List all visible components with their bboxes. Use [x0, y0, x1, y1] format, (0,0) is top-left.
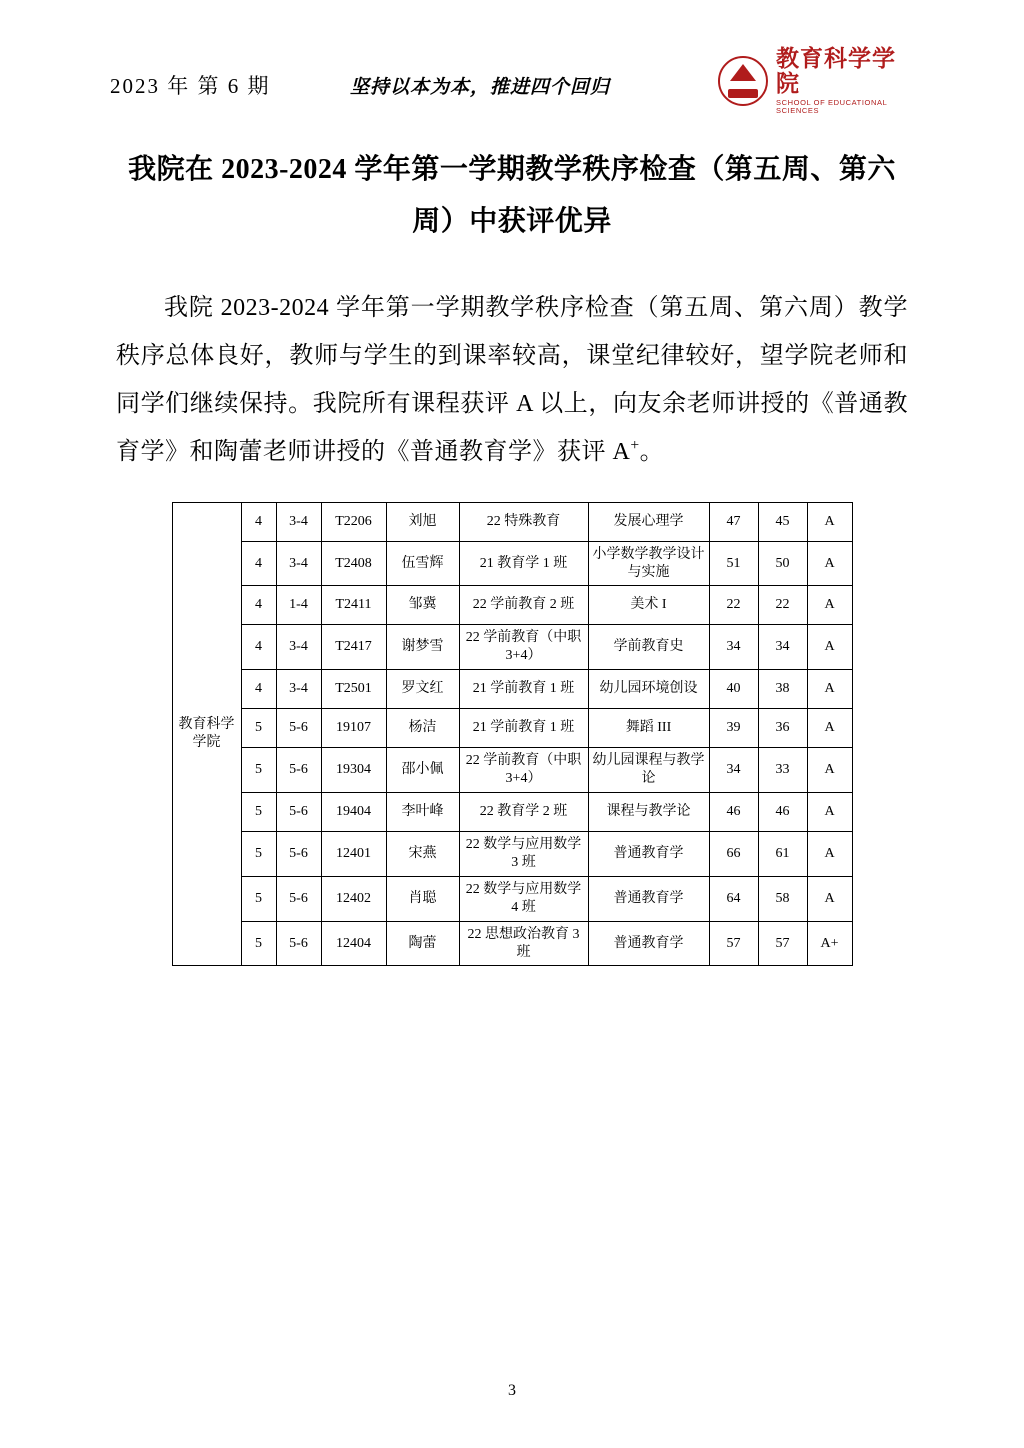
cell-course: 美术 I: [588, 586, 709, 625]
cell-week: 5: [241, 832, 276, 877]
cell-period: 3-4: [276, 670, 321, 709]
cell-week: 5: [241, 921, 276, 966]
cell-period: 5-6: [276, 832, 321, 877]
paragraph-text-main: 我院 2023-2024 学年第一学期教学秩序检查（第五周、第六周）教学秩序总体良好，教师与学生的到课率较高，课堂纪律较好，望学院老师和同学们继续保持。我院所有课程获评 A 以上，向友余老师讲授的《普通教育学》和陶蕾老师讲授的《普通教育学》获评 A: [116, 294, 908, 465]
cell-teacher: 肖聪: [386, 876, 459, 921]
cell-should-attend: 51: [709, 541, 758, 586]
cell-class: 22 数学与应用数学 3 班: [459, 832, 588, 877]
logo-name-en: SCHOOL OF EDUCATIONAL SCIENCES: [776, 97, 888, 115]
cell-week: 4: [241, 625, 276, 670]
cell-course: 学前教育史: [588, 625, 709, 670]
table-row: [172, 586, 852, 625]
cell-should-attend: 34: [709, 748, 758, 793]
cell-should-attend: 57: [709, 921, 758, 966]
table-row: [172, 709, 852, 748]
logo-name-cn: 教育科学学院: [776, 46, 896, 96]
emblem-icon: [718, 56, 768, 106]
cell-grade: A: [807, 832, 852, 877]
cell-code: T2501: [321, 670, 386, 709]
cell-course: 普通教育学: [588, 876, 709, 921]
cell-should-attend: 64: [709, 876, 758, 921]
cell-should-attend: 46: [709, 793, 758, 832]
cell-code: 19107: [321, 709, 386, 748]
cell-grade: A: [807, 625, 852, 670]
table-row: [172, 876, 852, 921]
cell-week: 5: [241, 876, 276, 921]
cell-department: 教育科学学院: [172, 502, 241, 966]
cell-code: 12401: [321, 832, 386, 877]
cell-teacher: 陶蕾: [386, 921, 459, 966]
cell-grade: A: [807, 541, 852, 586]
logo-text-block: [776, 47, 914, 114]
cell-teacher: 邹冀: [386, 586, 459, 625]
cell-teacher: 伍雪辉: [386, 541, 459, 586]
table-body: [172, 502, 852, 966]
cell-grade: A: [807, 793, 852, 832]
cell-teacher: 罗文红: [386, 670, 459, 709]
cell-class: 22 学前教育（中职 3+4）: [459, 625, 588, 670]
cell-should-attend: 22: [709, 586, 758, 625]
cell-class: 22 教育学 2 班: [459, 793, 588, 832]
table-row: [172, 921, 852, 966]
cell-should-attend: 47: [709, 502, 758, 541]
cell-should-attend: 39: [709, 709, 758, 748]
cell-code: 12404: [321, 921, 386, 966]
institution-logo: [718, 46, 914, 115]
cell-class: 22 学前教育 2 班: [459, 586, 588, 625]
cell-teacher: 刘旭: [386, 502, 459, 541]
cell-actual-attend: 36: [758, 709, 807, 748]
header-slogan: 坚持以本为本，推进四个回归: [350, 77, 611, 98]
cell-course: 课程与教学论: [588, 793, 709, 832]
cell-grade: A: [807, 709, 852, 748]
cell-week: 4: [241, 541, 276, 586]
cell-period: 5-6: [276, 709, 321, 748]
cell-course: 发展心理学: [588, 502, 709, 541]
cell-actual-attend: 38: [758, 670, 807, 709]
cell-week: 4: [241, 670, 276, 709]
cell-class: 22 数学与应用数学 4 班: [459, 876, 588, 921]
cell-week: 5: [241, 748, 276, 793]
cell-class: 21 学前教育 1 班: [459, 709, 588, 748]
cell-period: 5-6: [276, 748, 321, 793]
paragraph-text-tail: 。: [639, 438, 665, 465]
cell-week: 5: [241, 709, 276, 748]
cell-code: T2411: [321, 586, 386, 625]
table-row: [172, 670, 852, 709]
cell-course: 舞蹈 III: [588, 709, 709, 748]
cell-grade: A: [807, 748, 852, 793]
cell-teacher: 邵小佩: [386, 748, 459, 793]
cell-actual-attend: 46: [758, 793, 807, 832]
table-row: [172, 625, 852, 670]
cell-grade: A: [807, 670, 852, 709]
cell-period: 3-4: [276, 502, 321, 541]
cell-code: T2206: [321, 502, 386, 541]
cell-period: 3-4: [276, 625, 321, 670]
page-number: 3: [508, 1382, 516, 1399]
cell-class: 21 学前教育 1 班: [459, 670, 588, 709]
cell-actual-attend: 58: [758, 876, 807, 921]
grade-superscript: +: [630, 436, 640, 454]
cell-should-attend: 40: [709, 670, 758, 709]
body-paragraph: [110, 284, 914, 476]
cell-actual-attend: 50: [758, 541, 807, 586]
cell-week: 5: [241, 793, 276, 832]
cell-teacher: 宋燕: [386, 832, 459, 877]
table-row: [172, 832, 852, 877]
cell-teacher: 谢梦雪: [386, 625, 459, 670]
cell-grade: A+: [807, 921, 852, 966]
cell-code: 19304: [321, 748, 386, 793]
cell-actual-attend: 57: [758, 921, 807, 966]
cell-period: 5-6: [276, 921, 321, 966]
cell-period: 5-6: [276, 876, 321, 921]
cell-actual-attend: 61: [758, 832, 807, 877]
cell-period: 3-4: [276, 541, 321, 586]
cell-class: 22 特殊教育: [459, 502, 588, 541]
cell-code: 19404: [321, 793, 386, 832]
cell-course: 幼儿园课程与教学论: [588, 748, 709, 793]
table-row: [172, 748, 852, 793]
cell-class: 21 教育学 1 班: [459, 541, 588, 586]
cell-period: 1-4: [276, 586, 321, 625]
cell-grade: A: [807, 502, 852, 541]
table-row: [172, 793, 852, 832]
cell-period: 5-6: [276, 793, 321, 832]
cell-should-attend: 34: [709, 625, 758, 670]
cell-actual-attend: 34: [758, 625, 807, 670]
cell-teacher: 杨洁: [386, 709, 459, 748]
issue-label: 2023 年 第 6 期: [110, 74, 271, 98]
inspection-table: [172, 502, 853, 967]
cell-course: 普通教育学: [588, 921, 709, 966]
cell-class: 22 学前教育（中职 3+4）: [459, 748, 588, 793]
cell-actual-attend: 45: [758, 502, 807, 541]
cell-teacher: 李叶峰: [386, 793, 459, 832]
cell-week: 4: [241, 586, 276, 625]
cell-course: 普通教育学: [588, 832, 709, 877]
cell-grade: A: [807, 876, 852, 921]
cell-grade: A: [807, 586, 852, 625]
cell-code: T2408: [321, 541, 386, 586]
cell-code: 12402: [321, 876, 386, 921]
inspection-table-wrapper: [110, 502, 914, 967]
table-row: [172, 541, 852, 586]
page-title: 我院在 2023-2024 学年第一学期教学秩序检查（第五周、第六周）中获评优异: [128, 154, 896, 237]
cell-course: 小学数学教学设计与实施: [588, 541, 709, 586]
table-row: [172, 502, 852, 541]
page-header: [110, 46, 914, 115]
cell-code: T2417: [321, 625, 386, 670]
cell-course: 幼儿园环境创设: [588, 670, 709, 709]
cell-class: 22 思想政治教育 3 班: [459, 921, 588, 966]
cell-week: 4: [241, 502, 276, 541]
cell-actual-attend: 33: [758, 748, 807, 793]
cell-should-attend: 66: [709, 832, 758, 877]
cell-actual-attend: 22: [758, 586, 807, 625]
